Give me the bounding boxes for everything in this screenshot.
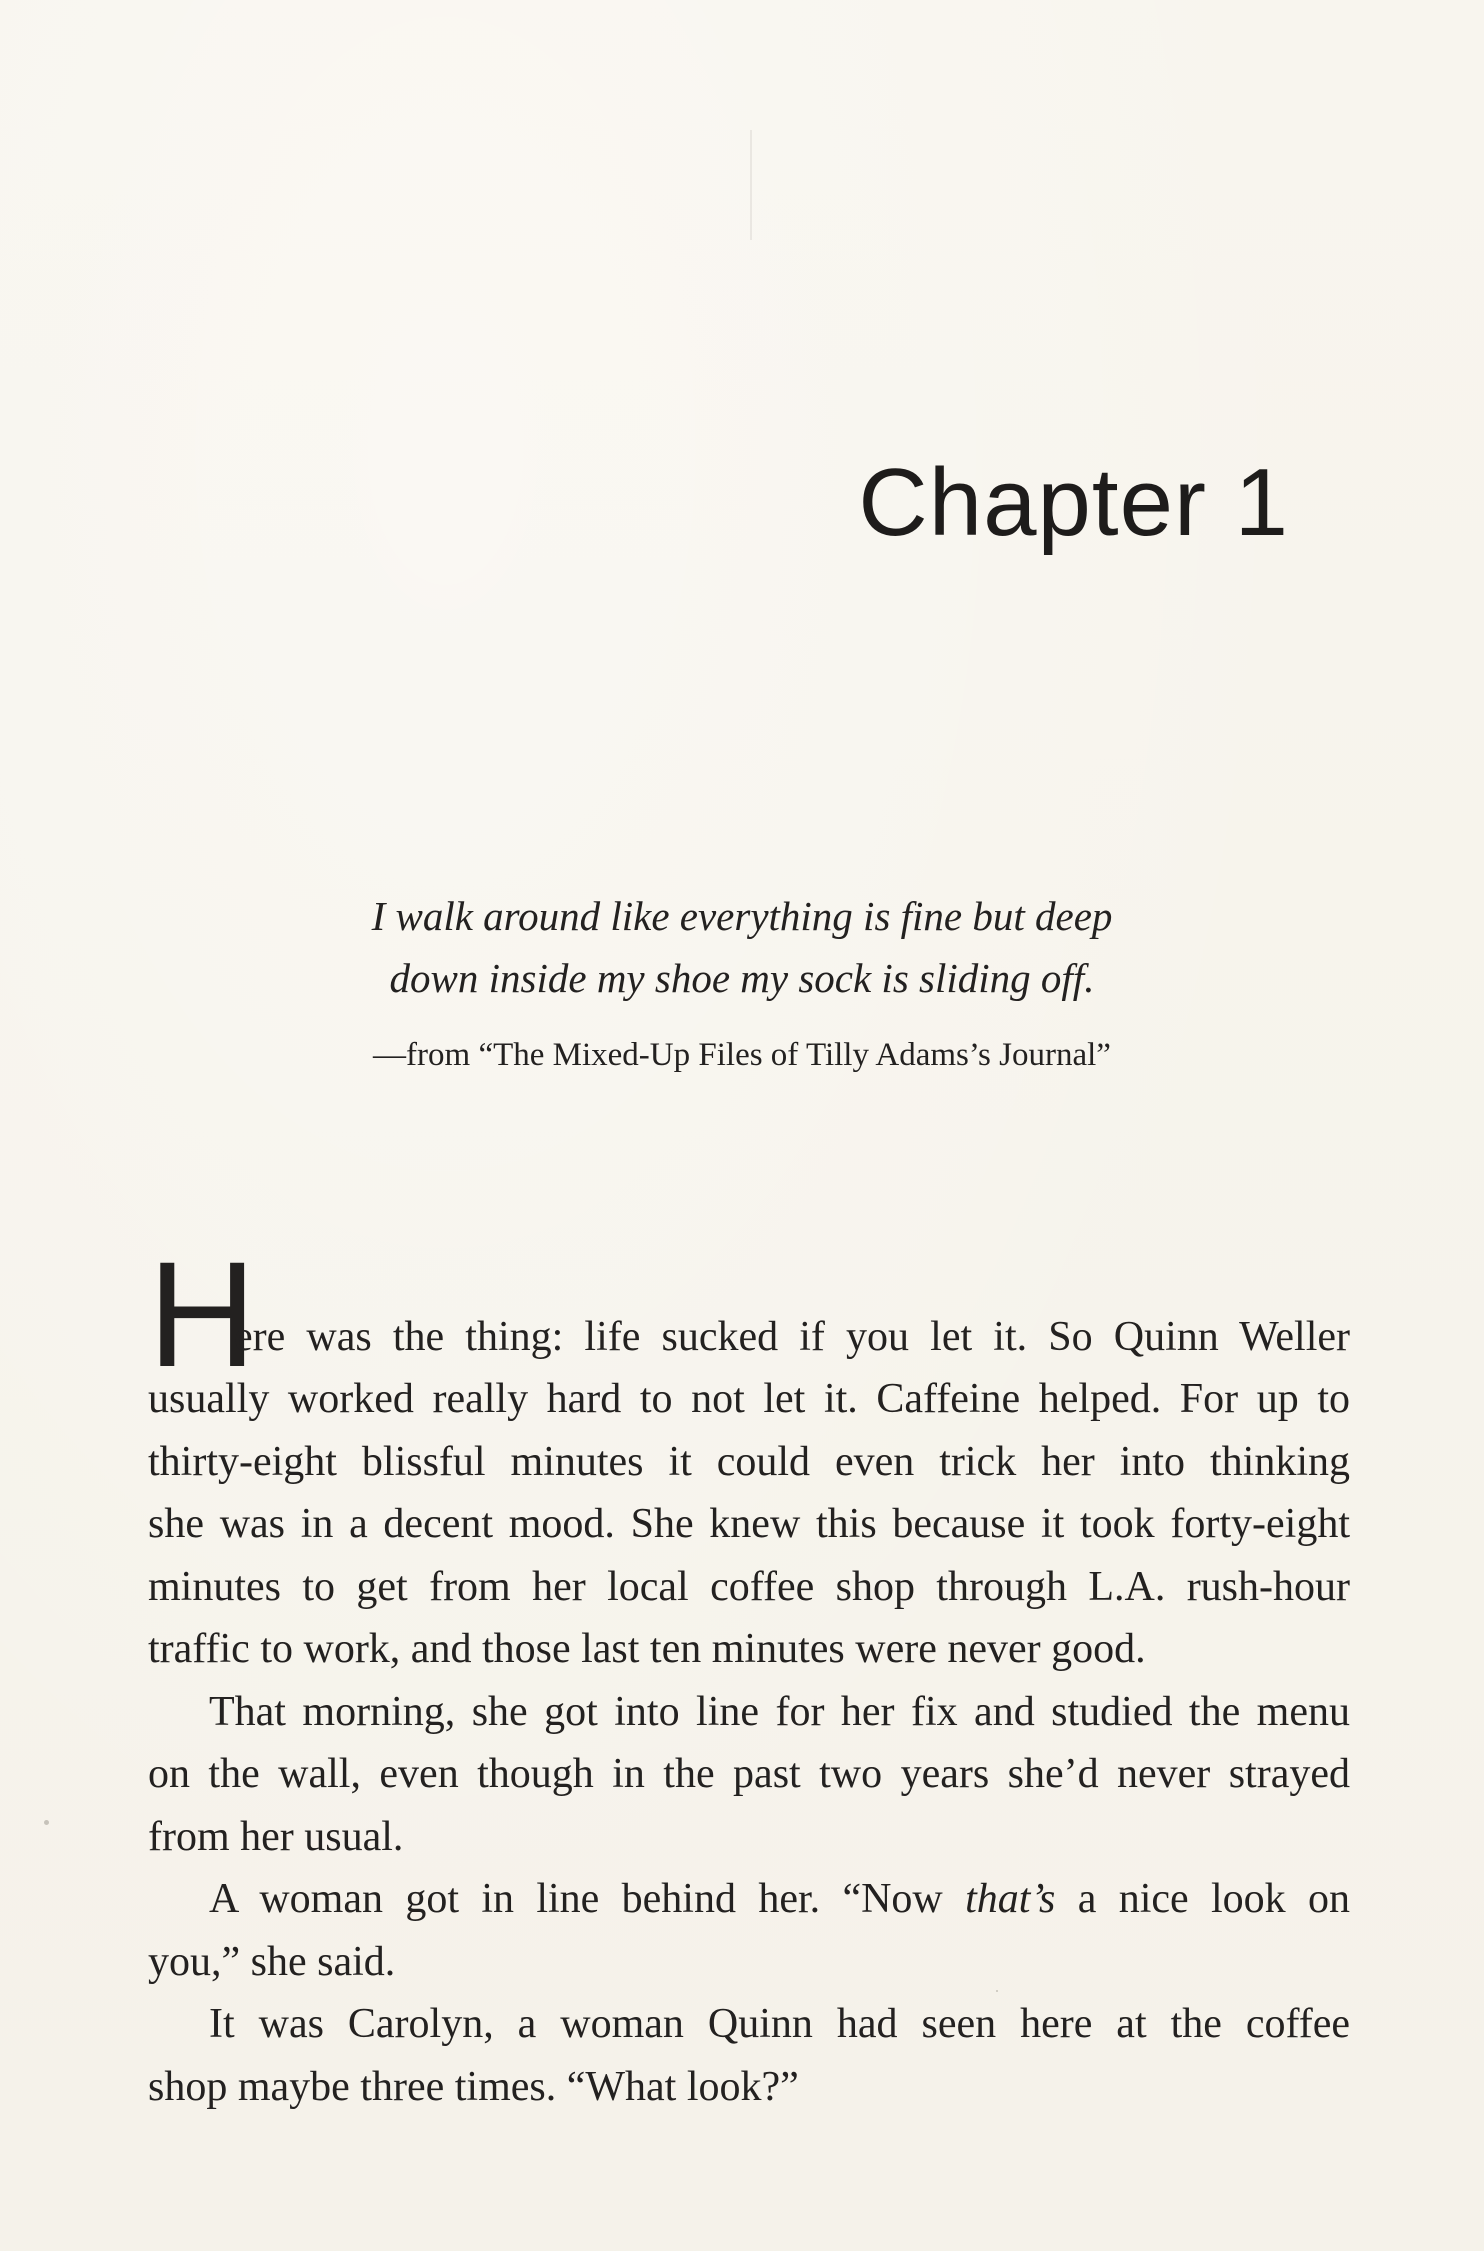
emphasis-text: that’s	[965, 1876, 1056, 1922]
epigraph-line: I walk around like everything is fine but deep	[371, 893, 1113, 939]
paragraph	[148, 1681, 1350, 1869]
text-line: It was Carolyn, a woman Quinn had seen here at the coffee	[209, 2001, 1350, 2047]
epigraph-attribution: —from “The Mixed-Up Files of Tilly Adams’s Journal”	[373, 1037, 1111, 1073]
text-line: ere was the thing: life sucked if you let it. So Quinn Weller	[234, 1313, 1350, 1360]
text-line: she was in a decent mood. She knew this because it took forty-eight	[148, 1501, 1350, 1547]
text-line: you,” she said.	[148, 1938, 396, 1985]
opening-line	[148, 1230, 1350, 1398]
text-line: usually worked really hard to not let it. Caffeine helped. For up to	[148, 1376, 1350, 1422]
drop-cap: H	[148, 1230, 257, 1398]
paragraph	[148, 1868, 1350, 1993]
text-line: thirty-eight blissful minutes it could even trick her into thinking	[148, 1438, 1350, 1485]
paragraph	[148, 1993, 1350, 2118]
paper-speck	[750, 130, 752, 240]
text-line: from her usual.	[148, 1813, 404, 1860]
paper-speck	[996, 1990, 998, 1992]
text-line	[148, 1868, 1350, 1931]
text-line: That morning, she got into line for her fix and studied the menu	[209, 1688, 1350, 1735]
text-line: traffic to work, and those last ten minutes were never good.	[148, 1626, 1146, 1672]
epigraph	[150, 885, 1334, 1077]
text-run: A woman got in line behind her. “Now	[209, 1876, 966, 1922]
chapter-title: Chapter 1	[858, 449, 1289, 556]
paper-speck	[44, 1820, 49, 1825]
text-line: shop maybe three times. “What look?”	[148, 2063, 799, 2110]
paragraph	[148, 1230, 1350, 1681]
chapter-body	[148, 1230, 1350, 2118]
epigraph-line: down inside my shoe my sock is sliding off.	[389, 955, 1095, 1001]
text-run: a nice look on	[1055, 1876, 1350, 1922]
text-line: on the wall, even though in the past two years she’d never strayed	[148, 1751, 1350, 1797]
text-line: minutes to get from her local coffee shop through L.A. rush-hour	[148, 1563, 1350, 1610]
